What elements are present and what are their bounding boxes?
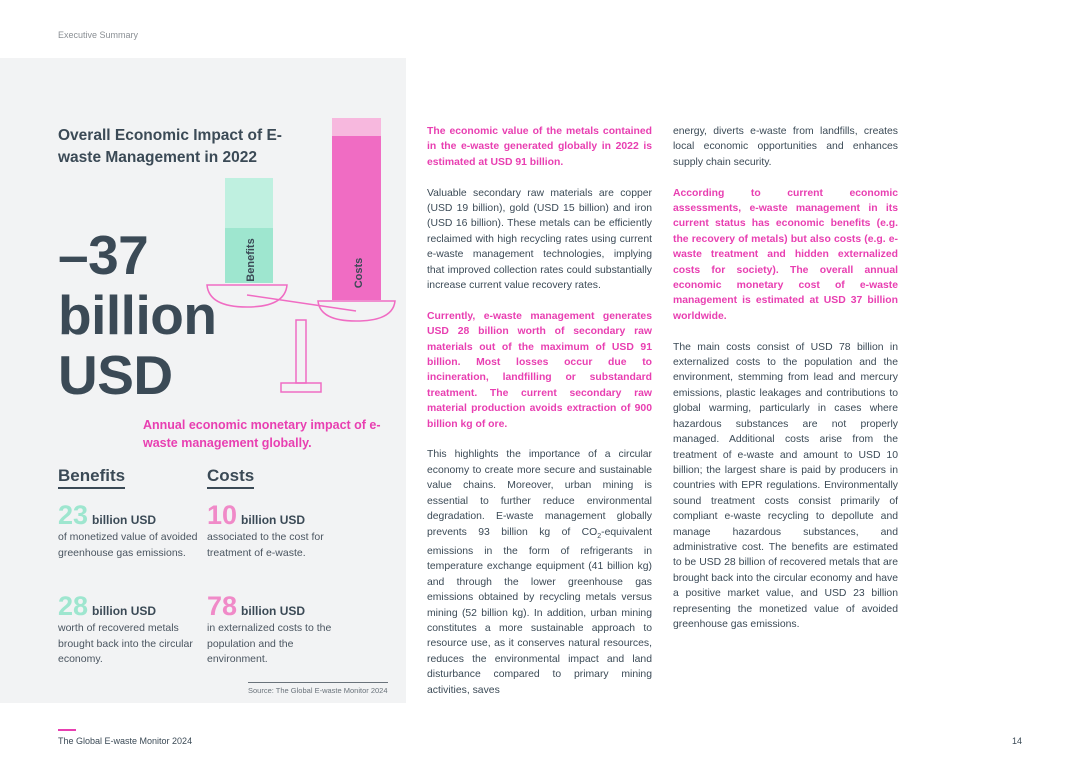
infographic-caption: Annual economic monetary impact of e-waste management globally. (143, 418, 381, 450)
paragraph-main-costs: The main costs consist of USD 78 billion in externalized costs to the population and the environment, stemming from lead and mercury emissions, plastic leakages and contributions to global warming, particularly in cases where hazardous substances are not properly managed. Additional costs arise from the treatment of e-waste and amount to USD 10 billion; the largest share is paid by producers in countries with EPR regulations. Environmentally sound treatment costs consist primarily of compliant e-waste recycling to depollute and manage hazardous substances, and administrative cost. The benefits are estimated to be USD 28 billion of recovered metals that are brought back into the circular economy and have a positive market value, and USD 23 billion representing the monetized value of avoided greenhouse gas emissions. (673, 341, 898, 630)
benefit-stat-emissions (58, 500, 208, 561)
cost-value: 10 (207, 500, 238, 530)
benefit-description: worth of recovered metals brought back into the circular economy. (58, 622, 193, 665)
cost-stat-externalized (207, 591, 357, 668)
infographic-title: Overall Economic Impact of E-waste Management in 2022 (58, 127, 282, 166)
footer-publication: The Global E-waste Monitor 2024 (58, 736, 193, 746)
scale-base (281, 383, 321, 392)
costs-heading: Costs (207, 466, 254, 489)
scale-stand (296, 320, 306, 383)
costs-pan (318, 301, 395, 321)
subscript: 2 (597, 532, 602, 540)
costs-bar-label: Costs (353, 257, 365, 289)
cost-description: associated to the cost for treatment of e-waste. (207, 531, 324, 559)
section-header: Executive Summary (58, 30, 139, 40)
benefit-unit: billion USD (92, 513, 157, 527)
benefit-stat-metals (58, 591, 208, 668)
text-fragment: This highlights the importance of a circular economy to create more secure and sustainable value chains. Moreover, urban mining is essential to further reduce environmental degradation. E-waste management globally prevents 93 billion kg of CO (427, 449, 652, 538)
paragraph-metals-value: The economic value of the metals contained in the e-waste generated globally in 2022 is estimated at USD 91 billion. (427, 126, 652, 168)
costs-bar-top (332, 118, 381, 136)
paragraph-circular-economy (427, 447, 652, 698)
paragraph-current-generation: Currently, e-waste management generates USD 28 billion worth of secondary raw materials out of the maximum of USD 91 billion. Most losses occur due to incineration, landfilling or substandard treatment. The current secondary raw material production avoids extraction of 900 billion kg of ore. (427, 310, 652, 430)
benefits-pan (207, 285, 287, 307)
text-column-2 (673, 124, 898, 648)
benefit-description: of monetized value of avoided greenhouse gas emissions. (58, 531, 198, 559)
balance-scale-graphic (205, 115, 405, 405)
text-column-1 (427, 124, 652, 713)
cost-unit: billion USD (241, 604, 306, 618)
benefit-unit: billion USD (92, 604, 157, 618)
footer-accent (58, 729, 76, 731)
benefits-heading: Benefits (58, 466, 125, 489)
cost-unit: billion USD (241, 513, 306, 527)
page-number: 14 (1012, 736, 1023, 746)
headline-figure (58, 225, 216, 405)
headline-value: –37 (58, 224, 149, 286)
benefit-value: 23 (58, 500, 89, 530)
paragraph-assessment: According to current economic assessments, e-waste management in its current status has economic benefits (e.g. the recovery of metals) but also costs (e.g. e-waste treatment and hidden externalized costs for society). The overall annual economic monetary cost of e-waste management is estimated at USD 37 billion worldwide. (673, 187, 898, 322)
headline-unit-usd: USD (58, 344, 173, 406)
headline-unit-billion: billion (58, 284, 217, 346)
benefits-bar-top (225, 178, 273, 228)
benefits-bar-label: Benefits (245, 238, 257, 282)
paragraph-secondary-materials: Valuable secondary raw materials are copper (USD 19 billion), gold (USD 15 billion) and iron (USD 16 billion). These metals can be efficiently reclaimed with high recycling rates using current e-waste management technologies, implying that improved collection rates could substantially increase current value recovery rates. (427, 187, 652, 292)
source-note: Source: The Global E-waste Monitor 2024 (248, 682, 388, 695)
cost-stat-treatment (207, 500, 357, 561)
text-fragment: -equivalent emissions in the form of refrigerants in temperature exchange equipment (41 billion kg) and through the lower greenhouse gas emissions obtained by recycling metals versus mining (52 billion kg). In addition, urban mining constitutes a more sustainable approach to resource use, as it conserves natural resources, reduces the environmental impact and land disturbance compared to primary mining activities, saves (427, 526, 652, 696)
paragraph-energy: energy, diverts e-waste from landfills, creates local economic opportunities and enhances supply chain security. (673, 126, 898, 168)
cost-value: 78 (207, 591, 238, 621)
benefit-value: 28 (58, 591, 89, 621)
cost-description: in externalized costs to the population and the environment. (207, 622, 332, 665)
